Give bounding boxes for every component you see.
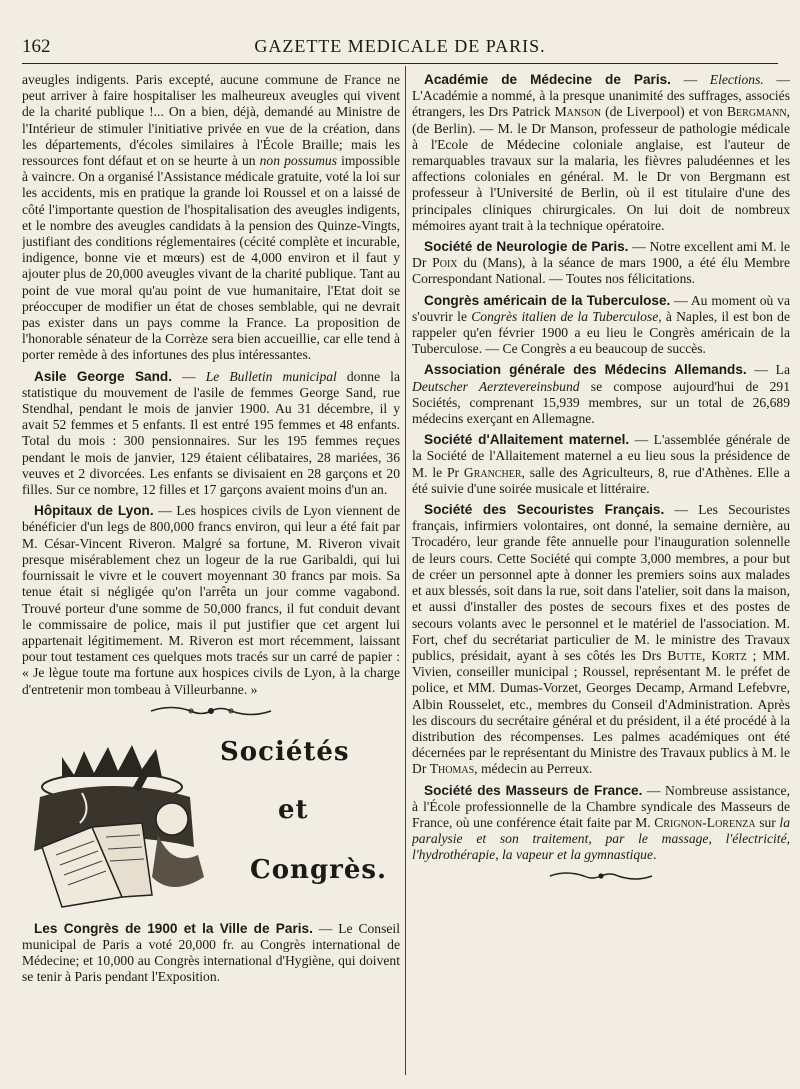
left-column <box>22 72 400 1089</box>
article-heading: Asile George Sand. <box>34 368 172 384</box>
article-heading: Société des Masseurs de France. <box>424 782 643 798</box>
page-number: 162 <box>22 36 51 57</box>
article-heading: Société de Neurologie de Paris. <box>424 239 629 255</box>
article-blind-continuation: aveugles indigents. Paris excepté, aucune commune de France ne peut arriver à faire hospitaliser les malheureux aveugles qui vivent de la charité publique !... On a bien, déjà, demandé au Ministre de l'Intérieur de stimuler l'initiative privée en vue de la création, dans les départements, d'écoles similaires à l'École Braille; mais les ressources font défaut et on se heurte à un non possumus impossible à vaincre. On a organisé l'Assistance médicale gratuite, voté la loi sur les accidents, mis en pratique la grande loi Roussel et on a laissé de côté l'importante question de l'hospitalisation des aveugles indigents, et le nombre des aveugles candidats à la pension des Quinze-Vingts, justifiant des conditions réglementaires (cécité complète et incurable, indigence, bonne vie et mœurs) est de 4,000 environ et il faut y ajouter plus de 20,000 aveugles vivant de la charité publique. Tant au point de vue moral qu'au point de vue humanitaire, l'Etat doit se préoccuper de modifier un état de choses semblable, qui ne devrait pas exister dans un pays comme la France. La proposition de l'honorable sénateur de la Corrèze sera bien accueillie, car elle tend à porter remède à des infortunes des plus intéressantes. <box>22 72 400 363</box>
article-allaitement-maternel: Société d'Allaitement maternel. — L'assemblée générale de la Société de l'Allaitement maternel a eu lieu sous la présidence de M. le Pr Grancher, salle des Agriculteurs, 8, rue d'Athènes. Elle a été suivie d'une soirée musicale et littéraire. <box>412 432 790 496</box>
ornament-divider <box>22 703 400 719</box>
article-heading: Société des Secouristes Français. <box>424 502 665 518</box>
article-societe-neurologie: Société de Neurologie de Paris. — Notre excellent ami M. le Dr Poix du (Mans), à la séance de mars 1900, a été élu Membre Correspondant National. — Toutes nos félicitations. <box>412 239 790 287</box>
article-masseurs-de-france: Société des Masseurs de France. — Nombreuse assistance, à l'École professionnelle de la Chambre syndicale des Masseurs de France, où une conférence était faite par M. Crignon-Lorenza sur la paralysie et son traitement, par le massage, l'électricité, l'hydrothérapie, la vapeur et la gymnastique. <box>412 782 790 863</box>
header-rule <box>22 63 778 64</box>
article-heading: Association générale des Médecins Allemands. <box>424 362 747 378</box>
article-secouristes-francais: Société des Secouristes Français. — Les Secouristes français, infirmiers volontaires, ont donné, la semaine dernière, au Trocadéro, leur grande fête annuelle pour l'inauguration solennelle de leurs cours. Cette Société qui compte 3,000 membres, a pour but de créer un personnel apte à donner les premiers soins aux malades et aux blessés, soit dans la rue, soit dans l'atelier, soit dans la maison, et aussi d'installer des postes de secours fixes et des postes de secours volants avec le personnel et le matériel de l'association. M. Fort, chef du secrétariat particulier de M. le ministre des Travaux publics, présidait, ayant à ses côtés les Drs Butte, Kortz ; MM. Vivien, conseiller municipal ; Roussel, représentant M. le préfet de police, et MM. Dumas-Vorzet, Georges Decamp, Armand Lefebvre, Albin Rousselet, etc., membres du Conseil d'Administration. Après les discours du secrétaire général et du président, il a été procédé à la distribution des récompenses. Les palmes académiques ont été décernées par le représentant du Ministre des Travaux publics à M. le Dr Thomas, médecin au Perreux. <box>412 502 790 777</box>
article-heading: Hôpitaux de Lyon. <box>34 503 154 519</box>
column-divider <box>405 66 406 1075</box>
article-hopitaux-de-lyon: Hôpitaux de Lyon. — Les hospices civils de Lyon viennent de bénéficier d'un legs de 800,000 francs environ, qui leur a été fait par M. César-Vincent Riveron. Malgré sa fortune, M. Riveron vivait presque misérablement chez un logeur de la rue Garibaldi, qui lui fournissait le vivre et le couvert moyennant 30 francs par mois. Sa tenue était si négligée qu'on l'arrêta un jour comme vagabond. Trouvé porteur d'une somme de 50,000 francs, il fut conduit devant le commissaire de police, mais il put justifier que cet argent lui appartenait légitimement. M. Riveron est mort récemment, laissant pour tout testament ces quelques mots tracés sur un carré de papier : « Je lègue toute ma fortune aux hospices civils de Lyon, à la charge d'entretenir mon tombeau à Villeurbanne. » <box>22 503 400 697</box>
vignette-word-congres: Congrès. <box>250 854 388 885</box>
article-heading: Académie de Médecine de Paris. <box>424 72 671 87</box>
engraving-illustration <box>22 727 212 913</box>
right-column <box>412 72 790 1089</box>
article-heading: Les Congrès de 1900 et la Ville de Paris. <box>34 920 313 936</box>
vignette-word-societes: Sociétés <box>220 736 350 767</box>
article-congres-1900: Les Congrès de 1900 et la Ville de Paris. — Le Conseil municipal de Paris a voté 20,000 fr. au Congrès international de Médecine; et 10,000 au Congrès international d'Hygiène, qui doivent se tenir à Paris pendant l'Exposition. <box>22 920 400 985</box>
article-congres-americain-tuberculose: Congrès américain de la Tuberculose. — Au moment où va s'ouvrir le Congrès italien de la Tuberculose, à Naples, il est bon de rappeler qu'en février 1900 a eu lieu le Congrès américain de la Tuberculose. — Ce Congrès a eu beaucoup de succès. <box>412 292 790 357</box>
ornament-divider <box>412 869 790 885</box>
running-title: GAZETTE MEDICALE DE PARIS. <box>254 36 546 56</box>
article-heading: Congrès américain de la Tuberculose. <box>424 292 671 308</box>
section-vignette <box>22 727 400 913</box>
page-header <box>22 36 778 62</box>
article-academie-medecine: Académie de Médecine de Paris. — Elections. — L'Académie a nommé, à la presque unanimité des suffrages, associés étrangers, les Drs Patrick Manson (de Liverpool) et von Bergmann, (de Berlin). — M. le Dr Manson, professeur de pathologie médicale à l'Ecole de Médecine coloniale anglaise, est l'auteur de remarquables travaux sur la malaria, les fièvres paludéennes et les affections coloniales en général. M. le Dr von Bergmann est professeur à l'Université de Berlin, où il est titulaire d'une des principales cliniques chirurgicales. On lui doit de nombreux mémoires ayant trait à la technique opératoire. <box>412 72 790 233</box>
article-asile-george-sand: Asile George Sand. — Le Bulletin municipal donne la statistique du mouvement de l'asile de femmes George Sand, rue Stendhal, pendant le mois de janvier 1900. Au 31 décembre, il y avait 52 femmes et 5 enfants. Il est entré 195 femmes et 48 enfants. Total du mois : 300 pensionnaires. Sur les 195 femmes reçues pendant le mois de janvier, 129 étaient célibataires, 28 mariées, 36 veuves et 2 divorcées. Les enfants se divisaient en 28 garçons et 20 filles. Sur ce nombre, 12 filles et 17 garçons avaient moins d'un an. <box>22 368 400 498</box>
article-heading: Société d'Allaitement maternel. <box>424 432 630 448</box>
article-association-medecins-allemands: Association générale des Médecins Allemands. — La Deutscher Aerztevereinsbund se compose aujourd'hui de 291 Sociétés, comprenant 15,939 membres, sur un total de 26,689 médecins exerçant en Allemagne. <box>412 362 790 427</box>
vignette-word-et: et <box>278 794 309 825</box>
